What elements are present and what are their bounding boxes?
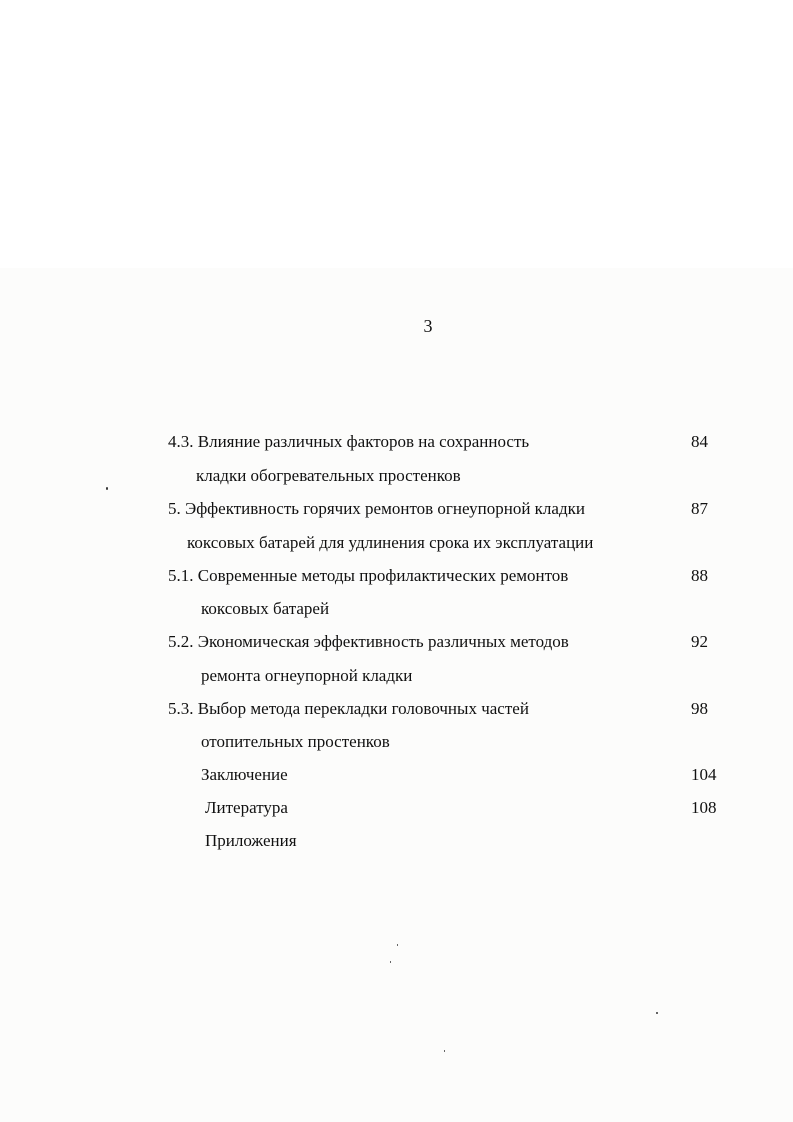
- scan-speck: [390, 961, 391, 963]
- toc-entry-conclusion-page: 104: [691, 765, 717, 784]
- toc-entry-4-3-line-2: кладки обогревательных простенков: [196, 466, 461, 485]
- toc-entry-5-page: 87: [691, 499, 708, 518]
- toc-entry-5-3-line-1: 5.3. Выбор метода перекладки головочных частей: [168, 699, 529, 718]
- scan-speck: [656, 1012, 658, 1014]
- scan-background: [0, 268, 793, 1122]
- toc-entry-literature: Литература: [205, 798, 288, 817]
- toc-entry-5-1-line-1: 5.1. Современные методы профилактических ремонтов: [168, 566, 569, 585]
- toc-entry-5-2-line-1: 5.2. Экономическая эффективность различных методов: [168, 632, 569, 651]
- toc-entry-4-3-page: 84: [691, 432, 708, 451]
- scan-speck: [106, 487, 108, 490]
- scan-speck: [444, 1050, 445, 1052]
- toc-entry-literature-page: 108: [691, 798, 717, 817]
- scan-speck: [397, 944, 398, 946]
- toc-entry-5-line-2: коксовых батарей для удлинения срока их эксплуатации: [187, 533, 594, 552]
- toc-entry-5-3-page: 98: [691, 699, 708, 718]
- toc-entry-5-line-1: 5. Эффективность горячих ремонтов огнеупорной кладки: [168, 499, 585, 518]
- toc-entry-5-1-page: 88: [691, 566, 708, 585]
- toc-entry-5-2-line-2: ремонта огнеупорной кладки: [201, 666, 413, 685]
- toc-entry-5-1-line-2: коксовых батарей: [201, 599, 330, 618]
- toc-entry-conclusion: Заключение: [201, 765, 288, 784]
- toc-entry-appendices: Приложения: [205, 831, 297, 850]
- toc-entry-5-2-page: 92: [691, 632, 708, 651]
- page-number: 3: [423, 316, 433, 336]
- toc-entry-4-3-line-1: 4.3. Влияние различных факторов на сохранность: [168, 432, 530, 451]
- toc-entry-5-3-line-2: отопительных простенков: [201, 732, 390, 751]
